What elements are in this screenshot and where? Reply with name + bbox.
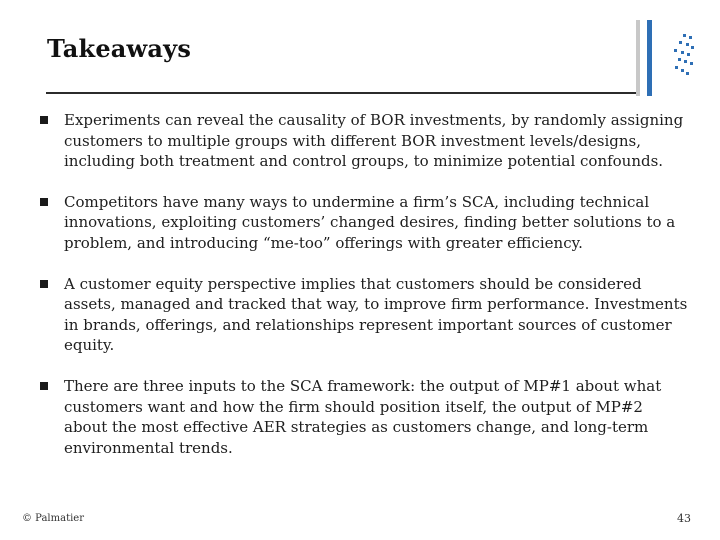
bullet-item — [40, 274, 690, 356]
bullet-item — [40, 376, 690, 458]
bullet-list — [40, 110, 690, 478]
bullet-text: Competitors have many ways to undermine a firm’s SCA, including technical innovations, exploiting customers’ changed desires, finding better solutions to a problem, and introducing “me-too” offerings with greater efficiency. — [64, 192, 676, 252]
decorative-blue-bar — [647, 20, 652, 96]
square-bullet-icon — [40, 198, 48, 206]
bullet-text: There are three inputs to the SCA framework: the output of MP#1 about what customers want and how the firm should position itself, the output of MP#2 about the most effective AER strategies as customers change, and long-term environmental trends. — [64, 376, 662, 457]
square-bullet-icon — [40, 382, 48, 390]
page-number: 43 — [677, 512, 691, 525]
title-divider — [46, 92, 636, 94]
bullet-item — [40, 110, 690, 172]
decorative-gray-bar — [636, 20, 640, 96]
bullet-item — [40, 192, 690, 254]
bullet-text: A customer equity perspective implies that customers should be considered assets, managed and tracked that way, to improve firm performance. Investments in brands, offerings, and relationships represent important sources of customer equity. — [64, 274, 688, 355]
dots-logo-icon — [670, 32, 696, 78]
square-bullet-icon — [40, 116, 48, 124]
bullet-text: Experiments can reveal the causality of BOR investments, by randomly assigning customers to multiple groups with different BOR investment levels/designs, including both treatment and control groups, to minimize potential confounds. — [64, 111, 684, 171]
copyright-text: © Palmatier — [22, 513, 84, 524]
slide-title: Takeaways — [47, 34, 192, 63]
square-bullet-icon — [40, 280, 48, 288]
